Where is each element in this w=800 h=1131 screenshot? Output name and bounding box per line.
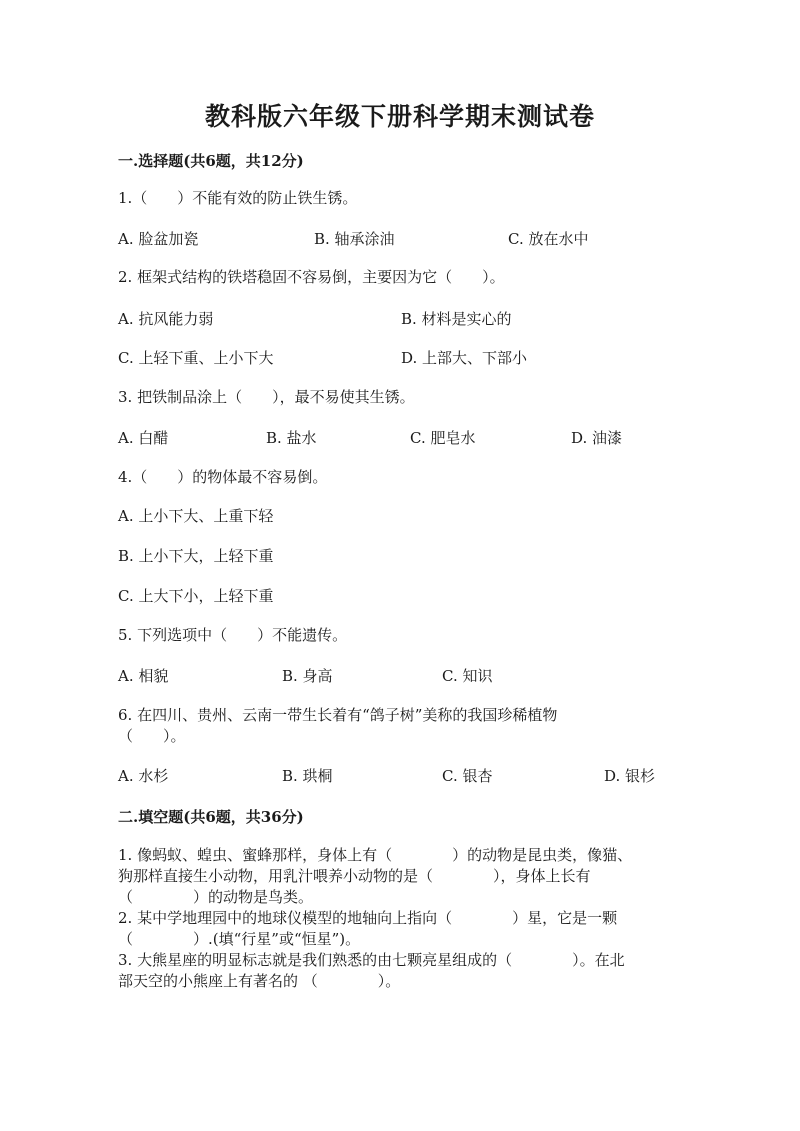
option-a: A. 抗风能力弱 [118,310,214,328]
fill-2-line1: 2. 某中学地理园中的地球仪模型的地轴向上指向（ ）星，它是一颗 [118,909,618,927]
option-b: B. 上小下大，上轻下重 [118,547,274,565]
fill-1-line2: 狗那样直接生小动物，用乳汁喂养小动物的是（ ），身体上长有 [118,867,591,885]
question-2-options-row2 [118,347,688,367]
fill-1-line3: （ ）的动物是鸟类。 [118,888,314,906]
option-b: B. 材料是实心的 [401,310,512,328]
question-1-options [118,228,688,248]
option-c: C. 知识 [442,667,493,685]
question-6-stem-line1: 6. 在四川、贵州、云南一带生长着有“鸽子树”美称的我国珍稀植物 [118,706,558,724]
option-b: B. 轴承涂油 [314,230,395,248]
page-title: 教科版六年级下册科学期末测试卷 [204,102,595,131]
option-c: C. 银杏 [442,767,493,785]
option-a: A. 脸盆加瓷 [118,230,199,248]
option-c: C. 上轻下重、上小下大 [118,349,274,367]
option-c: C. 上大下小，上轻下重 [118,587,274,605]
question-4-stem: 4.（ ）的物体最不容易倒。 [118,468,328,486]
option-a: A. 水杉 [118,767,169,785]
option-c: C. 放在水中 [508,230,589,248]
question-6-options [118,765,688,785]
option-b: B. 身高 [282,667,333,685]
question-5-stem: 5. 下列选项中（ ）不能遗传。 [118,626,348,644]
fill-3-line1: 3. 大熊星座的明显标志就是我们熟悉的由七颗亮星组成的（ ）。在北 [118,951,625,969]
question-6-stem-line2: （ ）。 [118,727,186,745]
section-heading-choice: 一.选择题(共6题，共12分) [118,152,304,170]
section-heading-fill-in: 二.填空题(共6题，共36分) [118,808,304,826]
question-1-stem: 1.（ ）不能有效的防止铁生锈。 [118,189,358,207]
question-5-options [118,665,688,685]
question-2-options-row1 [118,308,688,328]
option-c: C. 肥皂水 [410,429,476,447]
fill-1-line1: 1. 像蚂蚁、蝗虫、蜜蜂那样，身体上有（ ）的动物是昆虫类，像猫、 [118,846,633,864]
question-3-stem: 3. 把铁制品涂上（ ），最不易使其生锈。 [118,388,415,406]
option-b: B. 珙桐 [282,767,333,785]
option-d: D. 上部大、下部小 [401,349,528,367]
question-3-options [118,427,688,447]
option-a: A. 白醋 [118,429,169,447]
fill-3-line2: 部天空的小熊座上有著名的 （ ）。 [118,972,401,990]
option-a: A. 上小下大、上重下轻 [118,507,274,525]
option-d: D. 油漆 [571,429,623,447]
fill-2-line2: （ ）.(填“行星”或“恒星”)。 [118,930,361,948]
option-d: D. 银杉 [604,767,656,785]
option-b: B. 盐水 [266,429,317,447]
question-2-stem: 2. 框架式结构的铁塔稳固不容易倒，主要因为它（ ）。 [118,268,505,286]
option-a: A. 相貌 [118,667,169,685]
